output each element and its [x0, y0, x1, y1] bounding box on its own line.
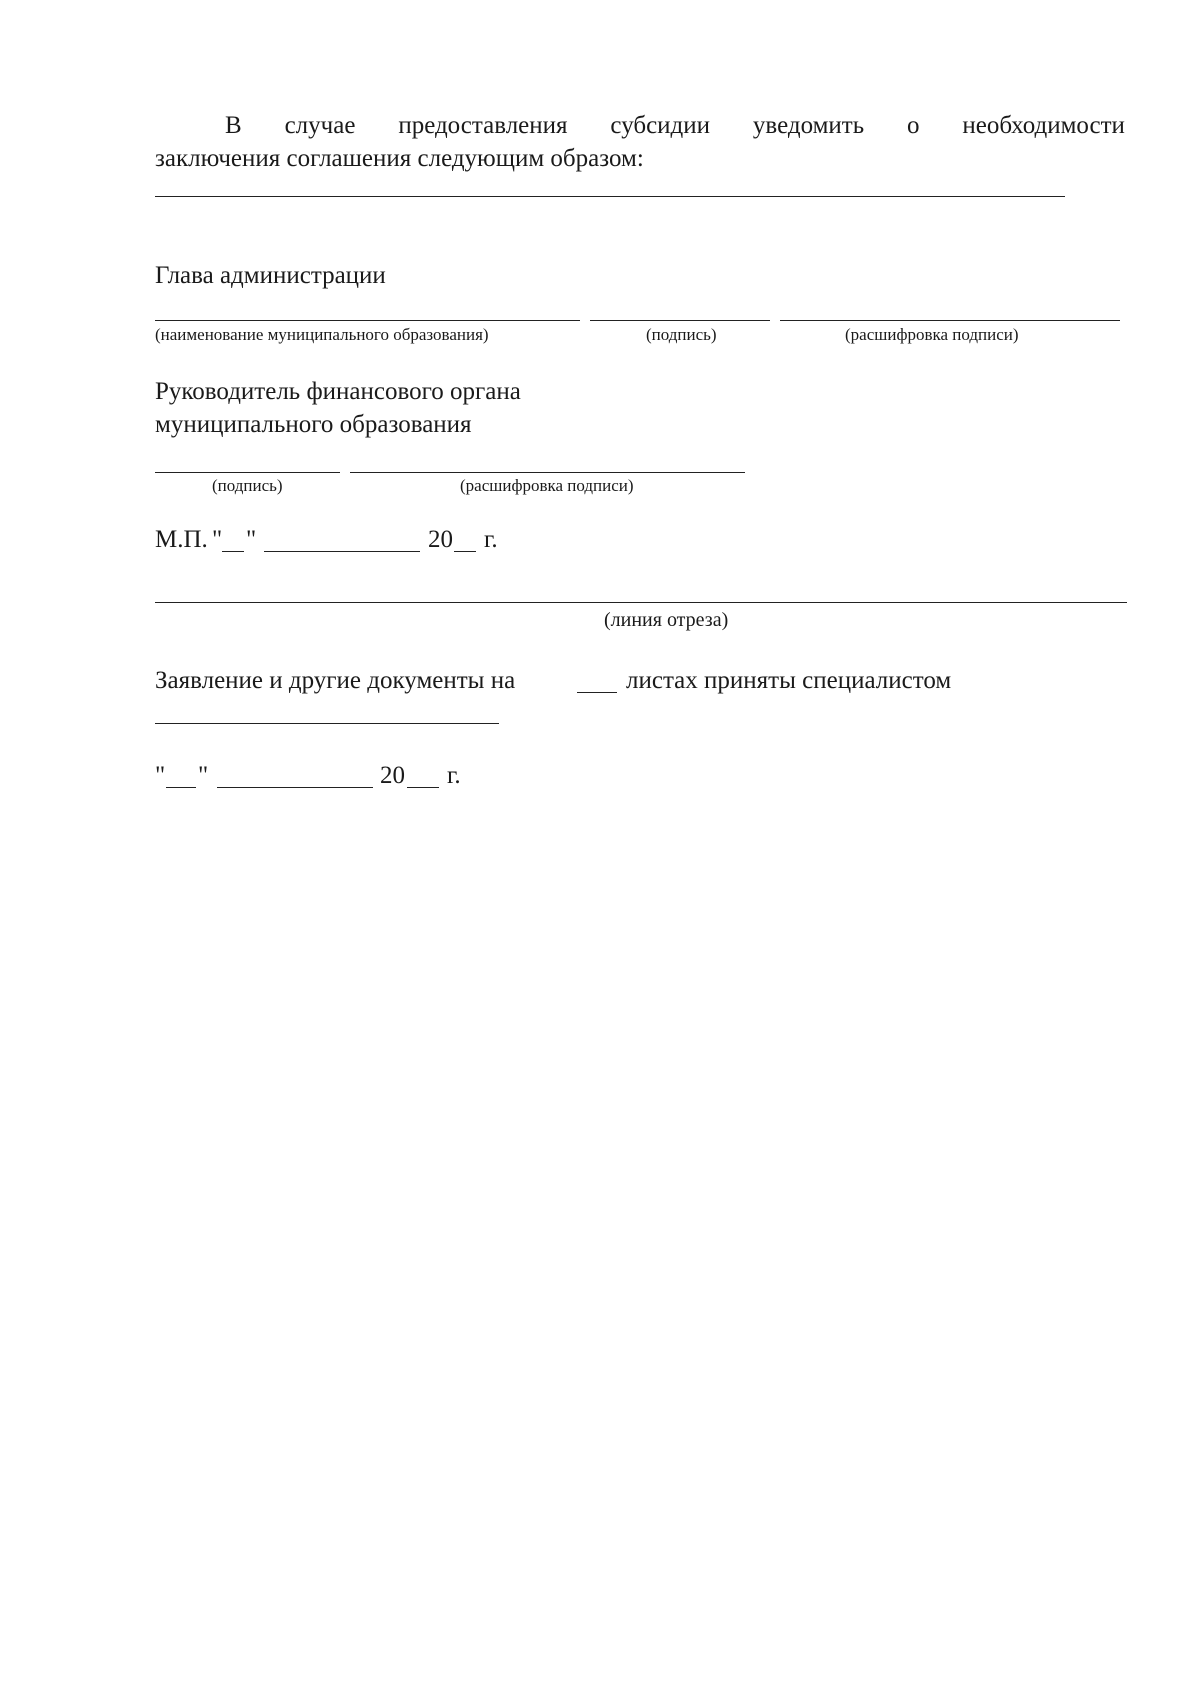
paragraph-word: случае	[284, 112, 356, 139]
caption-municipality-name: (наименование муниципального образования)	[155, 325, 489, 344]
paragraph-word: В	[225, 112, 242, 139]
stamp-year-suffix: г.	[484, 526, 498, 553]
paragraph-word: о	[907, 112, 920, 139]
receipt-year-field[interactable]	[407, 787, 439, 788]
paragraph-line-1	[155, 110, 1125, 142]
municipality-name-field[interactable]	[155, 320, 580, 321]
sheets-count-field[interactable]	[577, 692, 617, 693]
paragraph-word: предоставления	[398, 112, 568, 139]
receipt-text-after: листах приняты специалистом	[626, 667, 952, 694]
head-decoding-field[interactable]	[780, 320, 1120, 321]
receipt-text-before: Заявление и другие документы на	[155, 667, 516, 694]
caption-finance-decoding: (расшифровка подписи)	[460, 476, 634, 495]
head-title: Глава администрации	[155, 262, 386, 289]
receipt-date-quote-close: "	[198, 762, 209, 789]
stamp-year-field[interactable]	[454, 551, 476, 552]
receipt-day-field[interactable]	[166, 787, 196, 788]
stamp-year-prefix: 20	[428, 526, 453, 553]
caption-finance-signature: (подпись)	[212, 476, 283, 495]
notification-method-field[interactable]	[155, 196, 1065, 197]
finance-title-line-1: Руководитель финансового органа	[155, 378, 521, 405]
caption-head-decoding: (расшифровка подписи)	[845, 325, 1019, 344]
date-quote-close: "	[246, 526, 257, 553]
receipt-date-quote-open: "	[155, 762, 166, 789]
stamp-label: М.П.	[155, 526, 208, 553]
stamp-month-field[interactable]	[264, 551, 420, 552]
finance-decoding-field[interactable]	[350, 472, 745, 473]
caption-head-signature: (подпись)	[646, 325, 717, 344]
receipt-year-prefix: 20	[380, 762, 405, 789]
paragraph-word: необходимости	[962, 112, 1125, 139]
paragraph-word: уведомить	[752, 112, 865, 139]
specialist-name-field[interactable]	[155, 723, 499, 724]
head-signature-field[interactable]	[590, 320, 770, 321]
cut-line	[155, 602, 1127, 603]
receipt-year-suffix: г.	[447, 762, 461, 789]
receipt-month-field[interactable]	[217, 787, 373, 788]
paragraph-line-2: заключения соглашения следующим образом:	[155, 145, 644, 172]
finance-signature-field[interactable]	[155, 472, 340, 473]
cut-line-caption: (линия отреза)	[604, 609, 729, 631]
finance-title-line-2: муниципального образования	[155, 411, 472, 438]
stamp-day-field[interactable]	[222, 551, 244, 552]
paragraph-word: субсидии	[610, 112, 711, 139]
date-quote-open: "	[212, 526, 223, 553]
